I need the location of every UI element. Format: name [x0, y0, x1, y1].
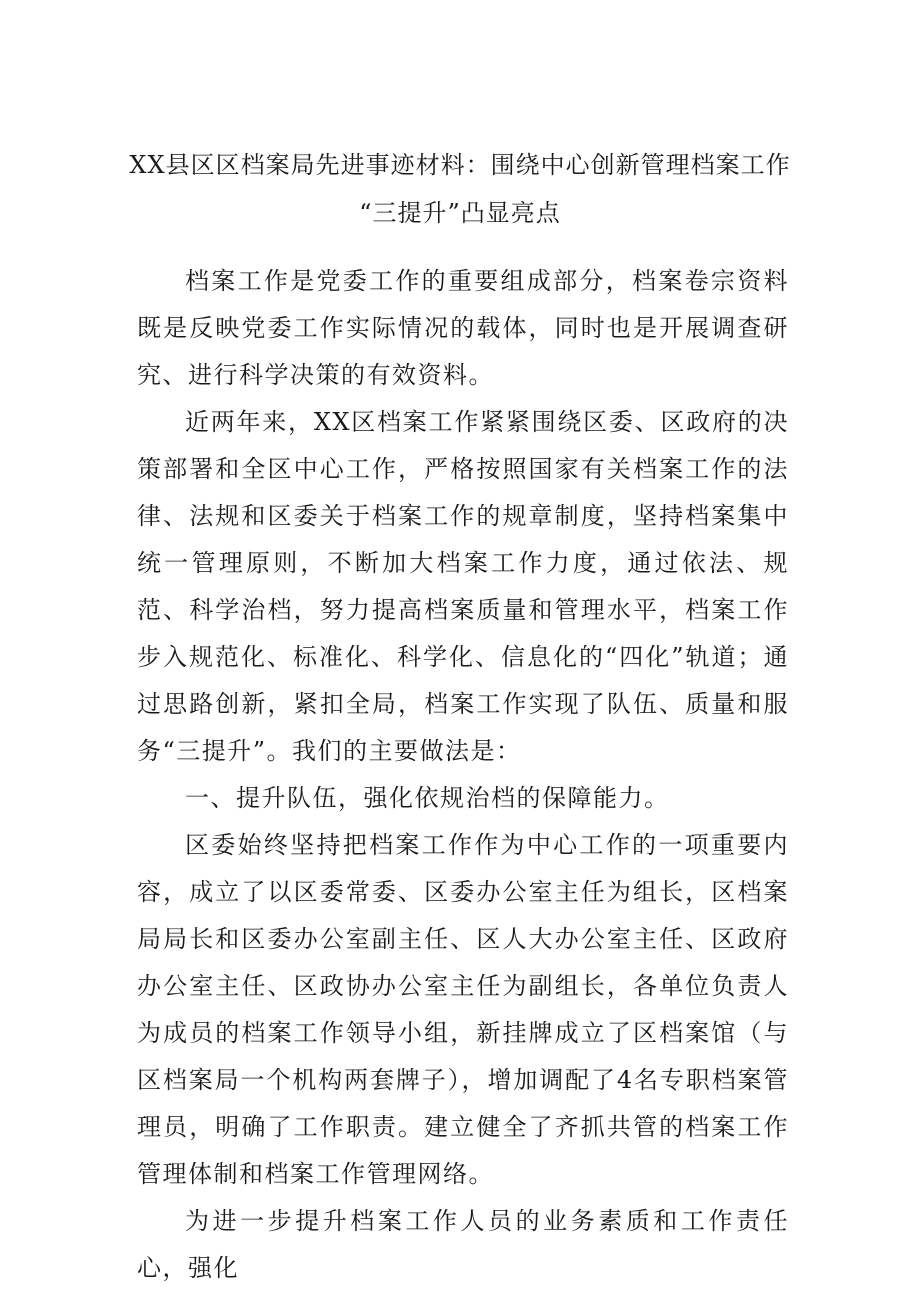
- paragraph-intro: 档案工作是党委工作的重要组成部分，档案卷宗资料既是反映党委工作实际情况的载体，同时也是开展调查研究、进行科学决策的有效资料。: [137, 267, 789, 389]
- paragraph-continued: 为进一步提升档案工作人员的业务素质和工作责任心，强化: [137, 1207, 789, 1282]
- section-heading-1: 一、提升队伍，强化依规治档的保障能力。: [185, 784, 670, 812]
- document-body: [137, 258, 789, 1292]
- paragraph-overview: 近两年来，XX区档案工作紧紧围绕区委、区政府的决策部署和全区中心工作，严格按照国家有关档案工作的法律、法规和区委关于档案工作的规章制度，坚持档案集中统一管理原则，不断加大档案工作力度，通过依法、规范、科学治档，努力提高档案质量和管理水平，档案工作步入规范化、标准化、科学化、信息化的“四化”轨道；通过思路创新，紧扣全局，档案工作实现了队伍、质量和服务“三提升”。我们的主要做法是：: [137, 408, 789, 765]
- document-title-line-1: XX县区区档案局先进事迹材料：围绕中心创新管理档案工作: [129, 151, 791, 179]
- document-title-line-2: “三提升”凸显亮点: [359, 199, 561, 227]
- paragraph-team: 区委始终坚持把档案工作作为中心工作的一项重要内容，成立了以区委常委、区委办公室主任为组长，区档案局局长和区委办公室副主任、区人大办公室主任、区政府办公室主任、区政协办公室主任为副组长，各单位负责人为成员的档案工作领导小组，新挂牌成立了区档案馆（与区档案局一个机构两套牌子），增加调配了4名专职档案管理员，明确了工作职责。建立健全了齐抓共管的档案工作管理体制和档案工作管理网络。: [137, 831, 789, 1188]
